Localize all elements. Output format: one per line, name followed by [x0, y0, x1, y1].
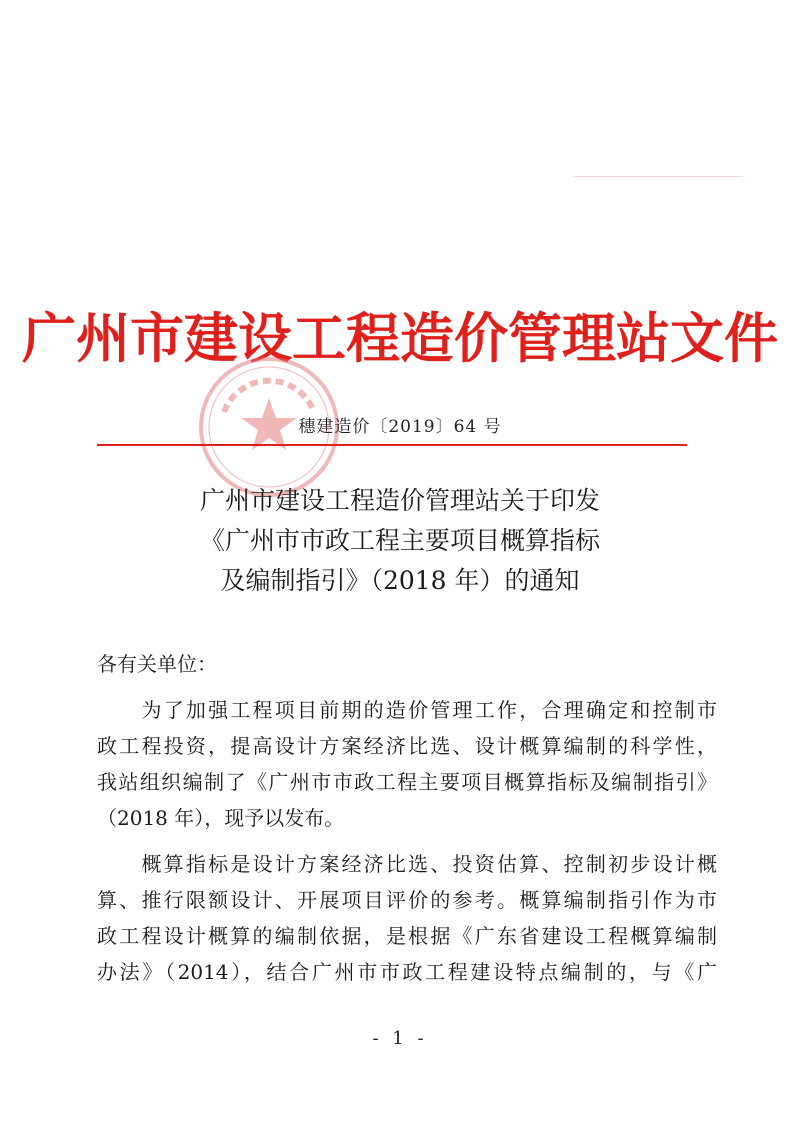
subject-line-2: 《广州市市政工程主要项目概算指标: [199, 526, 600, 555]
salutation: 各有关单位：: [97, 652, 217, 676]
notice-subject: [0, 481, 800, 601]
paragraph-line: 为了加强工程项目前期的造价管理工作，合理确定和控制市: [97, 698, 717, 722]
paragraph-2: [97, 846, 717, 990]
paragraph-1: [97, 692, 717, 836]
paragraph-line: 算、推行限额设计、开展项目评价的参考。概算编制指引作为市: [97, 888, 717, 912]
subject-line-3: 及编制指引》（2018 年）的通知: [220, 566, 580, 595]
document-header-title: 广州市建设工程造价管理站文件: [22, 307, 778, 370]
paragraph-line: 政工程设计概算的编制依据，是根据《广东省建设工程概算编制: [97, 924, 717, 948]
document-number: 穗建造价〔2019〕64 号: [298, 417, 502, 437]
header-red-rule: [97, 444, 687, 446]
paragraph-line: 概算指标是设计方案经济比选、投资估算、控制初步设计概: [97, 852, 717, 876]
paragraph-line: 办法》（2014），结合广州市市政工程建设特点编制的，与《广: [97, 960, 717, 984]
paragraph-line: 我站组织编制了《广州市市政工程主要项目概算指标及编制指引》: [97, 770, 717, 794]
notice-body: [97, 646, 717, 990]
paragraph-line: （2018 年），现予以发布。: [97, 806, 345, 830]
subject-line-1: 广州市建设工程造价管理站关于印发: [199, 486, 600, 515]
paragraph-line: 政工程投资，提高设计方案经济比选、设计概算编制的科学性，: [97, 734, 717, 758]
page-number: - 1 -: [372, 1028, 428, 1049]
scan-artifact-line: [573, 176, 743, 177]
